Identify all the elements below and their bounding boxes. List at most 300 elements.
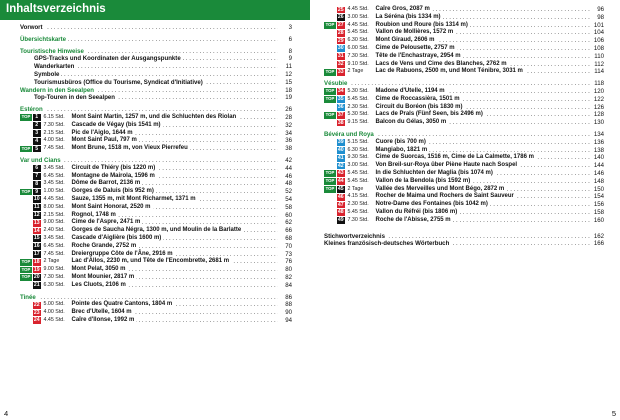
- top-badge: TOP: [325, 88, 335, 94]
- page-ref: 70: [285, 242, 292, 250]
- tour-duration: 7.30 Std.: [347, 216, 369, 223]
- page-ref: 52: [285, 188, 292, 196]
- page-ref: 88: [285, 301, 292, 309]
- page-ref: 96: [597, 6, 604, 13]
- page-ref: 162: [593, 232, 604, 240]
- tour-entry: [324, 61, 604, 69]
- tour-entry: [324, 139, 604, 147]
- page-ref: 138: [593, 146, 604, 154]
- entry-label-group: [324, 170, 495, 178]
- header-band: [0, 0, 310, 20]
- page-ref: 144: [593, 162, 604, 170]
- tour-entry: [20, 235, 292, 243]
- badge-spacer: [20, 302, 33, 309]
- tour-duration: 2.30 Std.: [347, 103, 369, 110]
- entry-label-group: [20, 122, 163, 130]
- entry-label: Stichwortverzeichnis: [324, 232, 385, 240]
- badge-spacer: [324, 53, 337, 60]
- tour-number-badge: 17: [33, 251, 40, 258]
- page-ref: 154: [593, 193, 604, 201]
- tour-number-badge: 35: [337, 96, 344, 103]
- tour-number-badge: 18: [33, 258, 40, 265]
- tour-duration: 4.45 Std.: [43, 316, 65, 323]
- tour-number-badge: 33: [337, 68, 344, 75]
- tour-title: Mont Giraud, 2606 m: [375, 37, 435, 44]
- tour-entry: [20, 145, 292, 153]
- tour-entry: [20, 309, 292, 317]
- tour-number-badge: 19: [33, 266, 40, 273]
- tour-number-badge: 9: [33, 189, 41, 196]
- tour-title: Madone d'Utelle, 1194 m: [375, 87, 445, 94]
- page-ref: 94: [285, 316, 292, 324]
- tour-number-badge: 28: [337, 29, 344, 36]
- tour-title: Dreiergruppe Côte de l'Âne, 2916 m: [71, 250, 173, 257]
- top-badge: TOP: [325, 170, 335, 176]
- entry-label-group: [324, 193, 516, 201]
- badge-spacer: [324, 194, 337, 201]
- tour-title: Rognol, 1748 m: [71, 211, 116, 218]
- tour-duration: 5.45 Std.: [347, 29, 369, 36]
- tour-title: Sauze, 1355 m, mit Mont Richarmet, 1371 m: [71, 195, 196, 202]
- entry-label-group: [20, 235, 163, 243]
- tour-duration: 9.10 Std.: [347, 60, 369, 67]
- tour-duration: 5.45 Std.: [347, 169, 369, 176]
- tour-duration: 4.45 Std.: [43, 195, 65, 202]
- toc-entry: [20, 71, 292, 79]
- entry-label: Vésubie: [324, 80, 348, 88]
- tour-title: Lacs de Vens und Cime des Blanches, 2762 m: [375, 60, 507, 67]
- tour-duration: 2.15 Std.: [43, 129, 65, 136]
- entry-label-group: [324, 104, 465, 112]
- entry-label-group: [20, 258, 231, 266]
- page-ref: 26: [285, 106, 292, 114]
- entry-label-group: [20, 79, 205, 87]
- entry-label-group: [324, 178, 472, 186]
- section-entry: [324, 80, 604, 88]
- toc-entry: [324, 240, 604, 248]
- page-ref: 160: [593, 216, 604, 224]
- page-ref: 8: [288, 47, 292, 55]
- tour-entry: [324, 170, 604, 178]
- entry-label-group: [20, 165, 157, 173]
- page-ref: 15: [285, 78, 292, 86]
- badge-spacer: [20, 282, 33, 289]
- tour-title: Pic de l'Aiglo, 1644 m: [71, 129, 133, 136]
- tour-entry: [20, 114, 292, 122]
- entry-label-group: [324, 111, 485, 119]
- badge-spacer: [20, 196, 33, 203]
- page-ref: 148: [593, 177, 604, 185]
- top-badge: TOP: [21, 258, 31, 264]
- page-ref: 166: [593, 240, 604, 248]
- tour-title: Mangiabo, 1821 m: [375, 146, 428, 153]
- page-ref: 86: [285, 293, 292, 301]
- entry-label: Touristische Hinweise: [20, 47, 84, 55]
- toc-entry: [20, 94, 292, 102]
- entry-label: Top-Touren in den Seealpen: [34, 94, 116, 102]
- page-ref: 136: [593, 138, 604, 146]
- tour-title: Circuit de Thiéry (bis 1220 m): [71, 164, 156, 171]
- section-entry: [20, 36, 292, 44]
- tour-title: Vallon du Réfréi (bis 1806 m): [375, 208, 458, 215]
- page-ref: 114: [594, 68, 604, 76]
- tour-duration: 5.30 Std.: [347, 87, 369, 94]
- badge-spacer: [324, 209, 337, 216]
- entry-label-group: [20, 48, 86, 56]
- tour-number-badge: 24: [33, 317, 40, 324]
- entry-label-group: [20, 137, 139, 145]
- page-ref: 140: [593, 154, 604, 162]
- entry-label-group: [324, 88, 447, 96]
- tour-title: Lac d'Allos, 2230 m, und Tête de l'Encombrette, 2681 m: [71, 258, 230, 265]
- page-ref: 68: [285, 234, 292, 242]
- badge-spacer: [324, 104, 337, 111]
- toc-entry: [20, 79, 292, 87]
- page-ref: 120: [593, 87, 604, 95]
- badge-spacer: [20, 220, 33, 227]
- page-ref: 134: [593, 130, 604, 138]
- tour-entry: [324, 45, 604, 53]
- tour-number-badge: 5: [33, 146, 41, 153]
- badge-spacer: [20, 235, 33, 242]
- entry-label-group: [20, 36, 68, 44]
- tour-duration: 2.40 Std.: [43, 227, 65, 234]
- entry-label-group: [324, 53, 463, 61]
- tour-number-badge: 27: [337, 22, 344, 29]
- tour-duration: 2 Tage: [347, 185, 364, 192]
- tour-entry: [324, 53, 604, 61]
- tour-number-badge: 48: [337, 209, 344, 216]
- page-ref: 84: [285, 281, 292, 289]
- tour-entry: [20, 165, 292, 173]
- page-ref: 62: [285, 219, 292, 227]
- tour-duration: 6.45 Std.: [43, 242, 65, 249]
- page-ref: 38: [285, 145, 292, 153]
- tour-entry: [324, 96, 604, 104]
- entry-label-group: [20, 219, 142, 227]
- tour-duration: 7.45 Std.: [43, 145, 65, 152]
- tour-title: Lac de Rabuons, 2500 m, und Mont Ténibre, 3031 m: [375, 68, 523, 75]
- page-ref: 82: [285, 273, 292, 281]
- tour-duration: 4.45 Std.: [347, 21, 369, 28]
- tour-entry: [20, 258, 292, 266]
- tour-duration: 2.30 Std.: [347, 201, 369, 208]
- entry-label-group: [20, 188, 156, 196]
- badge-spacer: [20, 243, 33, 250]
- tour-number-badge: 41: [337, 154, 344, 161]
- tour-number-badge: 30: [337, 45, 344, 52]
- page-ref: 118: [594, 80, 604, 88]
- top-badge: TOP: [325, 111, 335, 117]
- page-ref: 76: [285, 258, 292, 266]
- tour-duration: 4.45 Std.: [347, 6, 369, 12]
- badge-spacer: [324, 45, 337, 52]
- entry-label-group: [324, 6, 432, 14]
- badge-spacer: [324, 202, 337, 209]
- page-ref: 122: [593, 95, 604, 103]
- badge-spacer: [324, 139, 337, 146]
- tour-entry: [324, 201, 604, 209]
- entry-label-group: [20, 94, 117, 102]
- entry-label: Wanderkarten: [34, 63, 75, 71]
- entry-label-group: [20, 106, 45, 114]
- entry-label-group: [324, 186, 506, 194]
- top-badge: TOP: [21, 114, 31, 120]
- tour-title: Mont Saint Honorat, 2520 m: [71, 203, 151, 210]
- entry-label-group: [20, 243, 138, 251]
- page-ref: 73: [285, 250, 292, 258]
- tour-number-badge: 49: [337, 217, 344, 224]
- entry-label-group: [20, 301, 174, 309]
- tour-title: Vallée des Merveilles und Mont Bégo, 2872 m: [375, 185, 505, 192]
- page-number-left: 4: [4, 409, 9, 418]
- tour-duration: 6.30 Std.: [43, 281, 65, 288]
- tour-duration: 3.00 Std.: [347, 13, 369, 20]
- tour-entry: [324, 186, 604, 194]
- tour-entry: [20, 219, 292, 227]
- tour-number-badge: 21: [33, 282, 40, 289]
- badge-spacer: [324, 217, 337, 224]
- tour-entry: [324, 178, 604, 186]
- tour-number-badge: 1: [33, 114, 41, 121]
- dot-leader: [20, 24, 278, 32]
- tour-number-badge: 31: [337, 53, 344, 60]
- entry-label-group: [20, 71, 61, 79]
- page-ref: 150: [593, 185, 604, 193]
- tour-title: Von Breil-sur-Roya über Piène Haute nach Sospel: [375, 162, 518, 169]
- tour-duration: 6.30 Std.: [347, 146, 369, 153]
- tour-number-badge: 34: [337, 88, 344, 95]
- tour-entry: [324, 147, 604, 155]
- tour-entry: [324, 14, 604, 22]
- tour-title: Roche Grande, 2752 m: [71, 242, 137, 249]
- entry-label-group: [20, 180, 142, 188]
- tour-entry: [20, 227, 292, 235]
- page-ref: 98: [597, 13, 604, 21]
- entry-label: Tourismusbüros (Office du Tourisme, Syndicat d'Initiative): [34, 78, 203, 86]
- tour-title: Vallon de Mollières, 1572 m: [375, 29, 454, 36]
- tour-duration: 7.30 Std.: [43, 121, 65, 128]
- badge-spacer: [20, 130, 33, 137]
- page-ref: 66: [285, 227, 292, 235]
- entry-label: Kleines französisch-deutsches Wörterbuch: [324, 240, 450, 248]
- badge-spacer: [20, 173, 33, 180]
- entry-label-group: [324, 217, 453, 225]
- tour-title: Cascade de Végay (bis 1541 m): [71, 121, 161, 128]
- page-title: Inhaltsverzeichnis: [6, 3, 106, 15]
- tour-duration: 4.00 Std.: [43, 309, 65, 316]
- tour-title: Mont Pelat, 3050 m: [71, 266, 126, 273]
- entry-label-group: [20, 204, 153, 212]
- right-page: [310, 0, 620, 420]
- tour-title: Cascade d'Aiglière (bis 1600 m): [71, 234, 162, 241]
- badge-spacer: [20, 181, 33, 188]
- section-entry: [20, 157, 292, 165]
- page-ref: 128: [593, 111, 604, 119]
- tour-number-badge: 15: [33, 235, 40, 242]
- tour-title: Lacs de Prals (Fünf Seen, bis 2496 m): [375, 111, 483, 118]
- section-entry: [324, 131, 604, 139]
- tour-duration: 5.30 Std.: [347, 111, 369, 118]
- entry-label-group: [324, 209, 459, 217]
- tour-duration: 8.00 Std.: [43, 203, 65, 210]
- tour-duration: 6.45 Std.: [43, 172, 65, 179]
- entry-label-group: [20, 63, 76, 71]
- tour-title: Montagne de Mairola, 1596 m: [71, 172, 155, 179]
- tour-title: Cuore (bis 700 m): [375, 138, 426, 145]
- top-badge: TOP: [325, 186, 335, 192]
- entry-label-group: [324, 96, 462, 104]
- tour-duration: 7.30 Std.: [43, 273, 65, 280]
- tour-entry: [20, 243, 292, 251]
- tour-number-badge: 2: [33, 122, 41, 129]
- tour-duration: 6.00 Std.: [347, 44, 369, 51]
- tour-entry: [20, 204, 292, 212]
- entry-label-group: [20, 266, 128, 274]
- page-ref: 126: [593, 103, 604, 111]
- tour-number-badge: 47: [337, 201, 344, 208]
- page-ref: 112: [594, 60, 604, 68]
- tour-title: Mont Saint Martin, 1257 m, und die Schluchten des Riolan: [71, 113, 237, 120]
- tour-duration: 2 Tage: [347, 68, 364, 75]
- tour-number-badge: 45: [337, 186, 344, 193]
- entry-label-group: [20, 87, 96, 95]
- entry-label-group: [20, 173, 157, 181]
- tour-number-badge: 10: [33, 196, 40, 203]
- tour-entry: [324, 154, 604, 162]
- entry-label-group: [324, 154, 536, 162]
- page-ref: 54: [285, 195, 292, 203]
- badge-spacer: [324, 14, 337, 21]
- badge-spacer: [324, 155, 337, 162]
- tour-title: Les Cluots, 2106 m: [71, 281, 126, 288]
- badge-spacer: [324, 7, 337, 14]
- tour-number-badge: 22: [33, 301, 40, 308]
- page-ref: 130: [593, 119, 604, 127]
- page-ref: 158: [593, 208, 604, 216]
- entry-label-group: [324, 162, 519, 170]
- tour-number-badge: 7: [33, 173, 41, 180]
- entry-label: Vorwort: [20, 24, 43, 31]
- tour-duration: 5.45 Std.: [347, 177, 369, 184]
- page-ref: 106: [593, 37, 604, 45]
- entry-label-group: [324, 14, 443, 22]
- badge-spacer: [20, 212, 33, 219]
- tour-entry: [20, 180, 292, 188]
- tour-title: In die Schluchten der Maglia (bis 1074 m): [375, 169, 493, 176]
- top-badge: TOP: [325, 22, 335, 28]
- badge-spacer: [20, 310, 33, 317]
- page-ref: 18: [285, 86, 292, 94]
- page-ref: 46: [285, 172, 292, 180]
- tour-number-badge: 38: [337, 119, 344, 126]
- entry-label-group: [324, 22, 470, 30]
- tour-title: Roubion und Roure (bis 1314 m): [375, 21, 468, 28]
- page-ref: 11: [285, 63, 292, 71]
- tour-duration: 7.30 Std.: [347, 52, 369, 59]
- top-badge: TOP: [325, 178, 335, 184]
- tour-entry: [324, 22, 604, 30]
- dot-leader: [20, 106, 278, 114]
- tour-title: Cime de Pelousette, 2757 m: [375, 44, 455, 51]
- tour-number-badge: 11: [34, 204, 40, 211]
- tour-title: Mont Saint Paul, 797 m: [71, 137, 137, 144]
- badge-spacer: [20, 228, 33, 235]
- tour-duration: 9.00 Std.: [43, 219, 65, 226]
- top-badge: TOP: [21, 145, 31, 151]
- toc-entry: [20, 24, 292, 32]
- tour-title: Tête de l'Enchastraye, 2954 m: [375, 52, 461, 59]
- tour-number-badge: 13: [33, 219, 40, 226]
- tour-entry: [20, 196, 292, 204]
- entry-label-group: [20, 227, 243, 235]
- tour-title: Roche de l'Abisse, 2755 m: [375, 216, 451, 223]
- entry-label: Var und Cians: [20, 156, 61, 164]
- entry-label-group: [20, 309, 134, 317]
- tour-duration: 5.45 Std.: [347, 95, 369, 102]
- badge-spacer: [324, 147, 337, 154]
- top-badge: TOP: [325, 96, 335, 102]
- tour-duration: 7.45 Std.: [43, 250, 65, 257]
- tour-duration: 6.30 Std.: [347, 37, 369, 44]
- tour-title: Gorges de Saucha Négra, 1300 m, und Moulin de la Barlatte: [71, 227, 242, 234]
- page-ref: 156: [593, 201, 604, 209]
- entry-label-group: [20, 145, 190, 153]
- page-ref: 9: [288, 55, 292, 63]
- badge-spacer: [324, 30, 337, 37]
- page-ref: 48: [285, 180, 292, 188]
- page-ref: 3: [288, 24, 292, 31]
- badge-spacer: [324, 163, 337, 170]
- badge-spacer: [324, 38, 337, 45]
- entry-label-group: [20, 274, 136, 282]
- tour-entry: [324, 162, 604, 170]
- page-ref: 108: [593, 44, 604, 52]
- dot-leader: [20, 294, 278, 302]
- page-ref: 146: [593, 169, 604, 177]
- badge-spacer: [20, 165, 33, 172]
- tour-duration: 9.00 Std.: [43, 266, 65, 273]
- tour-title: Balcon du Gélas, 3050 m: [375, 119, 447, 126]
- entry-label: Bévéra und Roya: [324, 130, 374, 138]
- entry-label: Symbole: [34, 70, 60, 78]
- tour-number-badge: 4: [33, 138, 41, 145]
- tour-number-badge: 14: [33, 227, 40, 234]
- entry-label-group: [20, 196, 198, 204]
- entry-label-group: [324, 80, 349, 88]
- badge-spacer: [20, 317, 33, 324]
- entry-label-group: [20, 317, 136, 325]
- tour-duration: 3.45 Std.: [43, 180, 65, 187]
- tour-entry: [324, 193, 604, 201]
- badge-spacer: [20, 122, 33, 129]
- page-ref: 44: [285, 164, 292, 172]
- tour-duration: 5.45 Std.: [347, 208, 369, 215]
- page-ref: 6: [288, 35, 292, 43]
- tour-number-badge: 36: [337, 104, 344, 111]
- section-entry: [20, 106, 292, 114]
- tour-duration: 9.15 Std.: [347, 119, 369, 126]
- tour-entry: [20, 317, 292, 325]
- page-ref: 36: [285, 137, 292, 145]
- tour-entry: [20, 251, 292, 259]
- page-ref: 19: [285, 94, 292, 102]
- entry-label-group: [324, 119, 448, 127]
- tour-number-badge: 23: [33, 309, 40, 316]
- page-ref: 42: [285, 156, 292, 164]
- tour-entry: [324, 209, 604, 217]
- top-badge: TOP: [325, 68, 335, 74]
